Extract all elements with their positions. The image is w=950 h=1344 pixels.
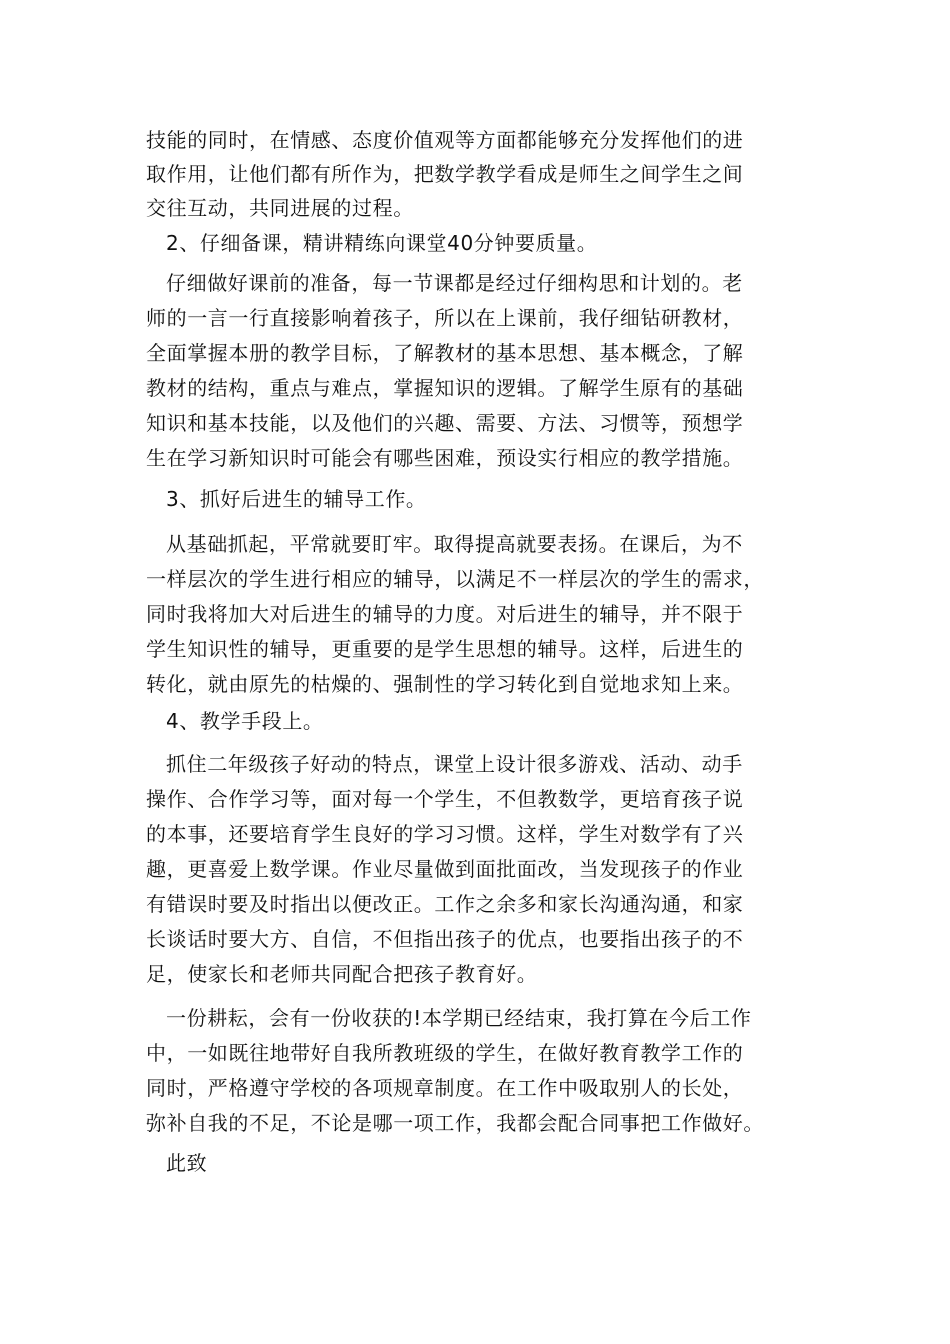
text-line: 师的一言一行直接影响着孩子，所以在上课前，我仔细钻研教材， <box>146 306 744 330</box>
text-line: 教材的结构，重点与难点，掌握知识的逻辑。了解学生原有的基础 <box>146 376 744 400</box>
text-line: 同时我将加大对后进生的辅导的力度。对后进生的辅导，并不限于 <box>146 602 744 626</box>
text-line: 有错误时要及时指出以便改正。工作之余多和家长沟通沟通，和家 <box>146 892 744 916</box>
text-line: 足，使家长和老师共同配合把孩子教育好。 <box>146 962 538 986</box>
text-line: 趣，更喜爱上数学课。作业尽量做到面批面改，当发现孩子的作业 <box>146 857 744 881</box>
text-line: 转化，就由原先的枯燥的、强制性的学习转化到自觉地求知上来。 <box>146 672 744 696</box>
text-line: 操作、合作学习等，面对每一个学生，不但教数学，更培育孩子说 <box>146 787 744 811</box>
text-line: 同时，严格遵守学校的各项规章制度。在工作中吸取别人的长处， <box>146 1076 744 1100</box>
text-line: 学生知识性的辅导，更重要的是学生思想的辅导。这样，后进生的 <box>146 637 744 661</box>
section-heading: 3、抓好后进生的辅导工作。 <box>166 487 427 511</box>
section-heading: 4、教学手段上。 <box>166 709 324 733</box>
text-line: 一样层次的学生进行相应的辅导，以满足不一样层次的学生的需求， <box>146 567 764 591</box>
text-line: 仔细做好课前的准备，每一节课都是经过仔细构思和计划的。老 <box>166 271 743 295</box>
text-line: 从基础抓起，平常就要盯牢。取得提高就要表扬。在课后，为不 <box>166 532 743 556</box>
text-line: 一份耕耘，会有一份收获的!本学期已经结束，我打算在今后工作 <box>166 1006 752 1030</box>
closing-text: 此致 <box>166 1151 208 1175</box>
text-line: 交往互动，共同进展的过程。 <box>146 196 414 220</box>
text-line: 弥补自我的不足，不论是哪一项工作，我都会配合同事把工作做好。 <box>146 1111 764 1135</box>
text-line: 知识和基本技能，以及他们的兴趣、需要、方法、习惯等，预想学 <box>146 411 744 435</box>
text-line: 抓住二年级孩子好动的特点，课堂上设计很多游戏、活动、动手 <box>166 752 743 776</box>
section-heading: 2、仔细备课，精讲精练向课堂40分钟要质量。 <box>166 231 598 255</box>
text-line: 生在学习新知识时可能会有哪些困难，预设实行相应的教学措施。 <box>146 446 744 470</box>
text-line: 的本事，还要培育学生良好的学习习惯。这样，学生对数学有了兴 <box>146 822 744 846</box>
text-line: 全面掌握本册的教学目标，了解教材的基本思想、基本概念，了解 <box>146 341 744 365</box>
text-line: 技能的同时，在情感、态度价值观等方面都能够充分发挥他们的进 <box>146 128 744 152</box>
text-line: 长谈话时要大方、自信，不但指出孩子的优点，也要指出孩子的不 <box>146 927 744 951</box>
text-line: 中，一如既往地带好自我所教班级的学生，在做好教育教学工作的 <box>146 1041 744 1065</box>
text-line: 取作用，让他们都有所作为，把数学教学看成是师生之间学生之间 <box>146 162 744 186</box>
